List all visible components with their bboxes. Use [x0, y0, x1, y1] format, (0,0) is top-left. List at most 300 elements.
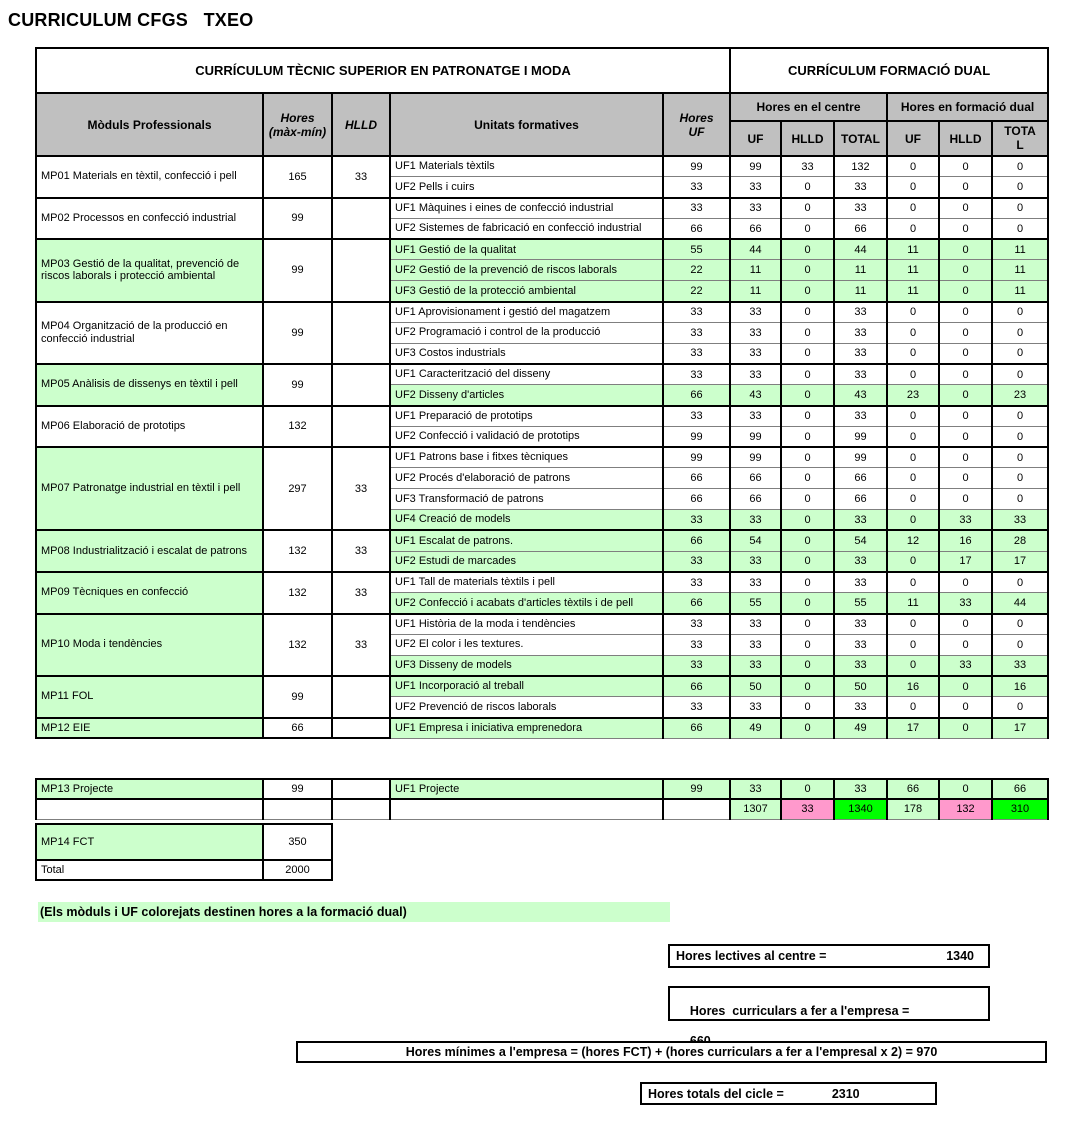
uf-hores-cell: 66 — [663, 530, 730, 551]
centre-uf-cell: 33 — [730, 697, 781, 718]
dual-uf-cell: 0 — [887, 426, 939, 447]
total-centre-uf-cell: 1307 — [730, 799, 781, 819]
centre-uf-cell: 11 — [730, 281, 781, 302]
centre-hlld-cell: 0 — [781, 468, 834, 489]
centre-hlld-cell: 0 — [781, 676, 834, 697]
centre-hlld-cell: 0 — [781, 426, 834, 447]
centre-total-cell: 33 — [834, 697, 887, 718]
uf-hores-cell: 99 — [663, 426, 730, 447]
dual-hlld-cell: 0 — [939, 676, 992, 697]
dual-total-cell: 0 — [992, 634, 1048, 655]
module-hores-cell: 66 — [263, 718, 332, 739]
uf-name-cell: UF4 Creació de models — [390, 510, 663, 531]
dual-total-cell: 0 — [992, 218, 1048, 239]
uf-hores-cell: 99 — [663, 779, 730, 799]
uf-name-cell: UF2 Prevenció de riscos laborals — [390, 697, 663, 718]
fct-total-table — [35, 823, 333, 881]
dual-hlld-cell: 0 — [939, 489, 992, 510]
centre-uf-cell: 33 — [730, 177, 781, 198]
uf-name-cell: UF2 Pells i cuirs — [390, 177, 663, 198]
module-hores-cell: 99 — [263, 779, 332, 799]
header-curriculum-left: CURRÍCULUM TÈCNIC SUPERIOR EN PATRONATGE I MODA — [36, 48, 730, 93]
centre-total-cell: 66 — [834, 218, 887, 239]
dual-total-cell: 0 — [992, 447, 1048, 468]
centre-total-cell: 99 — [834, 447, 887, 468]
dual-total-cell: 0 — [992, 343, 1048, 364]
uf-hores-cell: 33 — [663, 655, 730, 676]
col-header-hores: Hores (màx-mín) — [263, 93, 332, 156]
col-header-hlld: HLLD — [332, 93, 390, 156]
uf-name-cell: UF2 Gestió de la prevenció de riscos laborals — [390, 260, 663, 281]
module-name-cell: MP04 Organització de la producció en confecció industrial — [36, 302, 263, 364]
module-name-cell: MP06 Elaboració de prototips — [36, 406, 263, 448]
dual-hlld-cell: 0 — [939, 385, 992, 406]
uf-row — [36, 676, 1048, 697]
module-hores-cell: 99 — [263, 676, 332, 718]
centre-total-cell: 44 — [834, 239, 887, 260]
dual-hlld-cell: 0 — [939, 364, 992, 385]
centre-total-cell: 33 — [834, 634, 887, 655]
mp13-row — [36, 779, 1048, 799]
subcol-dual-hlld: HLLD — [939, 121, 992, 156]
dual-total-cell: 44 — [992, 593, 1048, 614]
uf-hores-cell: 33 — [663, 364, 730, 385]
centre-hlld-cell: 0 — [781, 530, 834, 551]
centre-hlld-cell: 0 — [781, 572, 834, 593]
total-label-cell: Total — [36, 860, 263, 880]
centre-uf-cell: 33 — [730, 364, 781, 385]
module-hlld-cell: 33 — [332, 614, 390, 676]
dual-total-cell: 0 — [992, 198, 1048, 219]
dual-total-cell: 0 — [992, 302, 1048, 323]
uf-hores-cell: 33 — [663, 572, 730, 593]
centre-hlld-cell: 0 — [781, 302, 834, 323]
module-name-cell: MP10 Moda i tendències — [36, 614, 263, 676]
subcol-centre-uf: UF — [730, 121, 781, 156]
centre-total-cell: 33 — [834, 302, 887, 323]
dual-hlld-cell: 0 — [939, 634, 992, 655]
centre-total-cell: 33 — [834, 364, 887, 385]
centre-hlld-cell: 0 — [781, 198, 834, 219]
dual-uf-cell: 0 — [887, 447, 939, 468]
centre-hlld-cell: 0 — [781, 406, 834, 427]
dual-total-cell: 0 — [992, 697, 1048, 718]
module-hores-cell: 99 — [263, 364, 332, 406]
uf-name-cell: UF1 Projecte — [390, 779, 663, 799]
centre-uf-cell: 33 — [730, 551, 781, 572]
dual-total-cell: 0 — [992, 614, 1048, 635]
dual-total-cell: 66 — [992, 779, 1048, 799]
dual-uf-cell: 0 — [887, 322, 939, 343]
centre-total-cell: 66 — [834, 489, 887, 510]
hores-curriculars-box — [668, 986, 990, 1021]
dual-total-cell: 16 — [992, 676, 1048, 697]
uf-hores-cell: 33 — [663, 634, 730, 655]
centre-hlld-cell: 0 — [781, 489, 834, 510]
centre-uf-cell: 33 — [730, 198, 781, 219]
total-dual-hlld-cell: 132 — [939, 799, 992, 819]
mp14-row — [36, 824, 332, 860]
dual-uf-cell: 0 — [887, 406, 939, 427]
module-hores-cell: 297 — [263, 447, 332, 530]
dual-uf-cell: 0 — [887, 198, 939, 219]
uf-hores-cell: 99 — [663, 156, 730, 177]
centre-uf-cell: 55 — [730, 593, 781, 614]
centre-total-cell: 11 — [834, 281, 887, 302]
dual-total-cell: 0 — [992, 426, 1048, 447]
module-name-cell: MP07 Patronatge industrial en tèxtil i pell — [36, 447, 263, 530]
module-hlld-cell: 33 — [332, 572, 390, 614]
module-hlld-cell — [332, 406, 390, 448]
dual-hlld-cell: 0 — [939, 572, 992, 593]
centre-hlld-cell: 0 — [781, 697, 834, 718]
dual-hlld-cell: 16 — [939, 530, 992, 551]
uf-hores-cell: 66 — [663, 218, 730, 239]
dual-uf-cell: 0 — [887, 614, 939, 635]
dual-hlld-cell: 0 — [939, 198, 992, 219]
dual-uf-cell: 0 — [887, 572, 939, 593]
module-name-cell: MP08 Industrialització i escalat de patrons — [36, 530, 263, 572]
col-header-unitats: Unitats formatives — [390, 93, 663, 156]
uf-hores-cell: 66 — [663, 489, 730, 510]
hores-totals-value: 2310 — [831, 1086, 860, 1101]
dual-uf-cell: 16 — [887, 676, 939, 697]
module-hlld-cell — [332, 198, 390, 240]
module-hores-cell: 99 — [263, 239, 332, 301]
uf-name-cell: UF2 Confecció i acabats d'articles tèxtils i de pell — [390, 593, 663, 614]
centre-uf-cell: 33 — [730, 406, 781, 427]
centre-hlld-cell: 33 — [781, 156, 834, 177]
module-hlld-cell — [332, 718, 390, 739]
uf-hores-cell: 66 — [663, 385, 730, 406]
uf-hores-cell: 33 — [663, 177, 730, 198]
col-header-moduls: Mòduls Professionals — [36, 93, 263, 156]
dual-uf-cell: 0 — [887, 468, 939, 489]
dual-hlld-cell: 0 — [939, 468, 992, 489]
dual-uf-cell: 17 — [887, 718, 939, 739]
centre-hlld-cell: 0 — [781, 593, 834, 614]
total-dual-total-cell: 310 — [992, 799, 1048, 819]
uf-name-cell: UF1 Empresa i iniciativa emprenedora — [390, 718, 663, 739]
centre-hlld-cell: 0 — [781, 655, 834, 676]
subcol-centre-total: TOTAL — [834, 121, 887, 156]
centre-hlld-cell: 0 — [781, 218, 834, 239]
dual-uf-cell: 0 — [887, 655, 939, 676]
centre-uf-cell: 44 — [730, 239, 781, 260]
dual-uf-cell: 0 — [887, 364, 939, 385]
uf-name-cell: UF1 Màquines i eines de confecció industrial — [390, 198, 663, 219]
centre-hlld-cell: 0 — [781, 343, 834, 364]
dual-uf-cell: 0 — [887, 156, 939, 177]
uf-name-cell: UF3 Transformació de patrons — [390, 489, 663, 510]
centre-hlld-cell: 0 — [781, 322, 834, 343]
uf-hores-cell: 33 — [663, 551, 730, 572]
uf-hores-cell: 33 — [663, 302, 730, 323]
uf-name-cell: UF2 Procés d'elaboració de patrons — [390, 468, 663, 489]
col-header-hores-uf: Hores UF — [663, 93, 730, 156]
module-name-cell: MP02 Processos en confecció industrial — [36, 198, 263, 240]
centre-hlld-cell: 0 — [781, 260, 834, 281]
hores-lectives-box — [668, 944, 990, 968]
module-name-cell: MP11 FOL — [36, 676, 263, 718]
subcol-dual-uf: UF — [887, 121, 939, 156]
uf-hores-cell: 33 — [663, 322, 730, 343]
dual-uf-cell: 0 — [887, 343, 939, 364]
empty-cell — [36, 799, 263, 819]
uf-row — [36, 364, 1048, 385]
centre-total-cell: 33 — [834, 655, 887, 676]
centre-total-cell: 43 — [834, 385, 887, 406]
module-hores-cell: 99 — [263, 302, 332, 364]
dual-total-cell: 0 — [992, 322, 1048, 343]
dual-total-cell: 28 — [992, 530, 1048, 551]
grand-total-row — [36, 860, 332, 880]
dual-hlld-cell: 0 — [939, 156, 992, 177]
module-hlld-cell — [332, 239, 390, 301]
centre-uf-cell: 99 — [730, 426, 781, 447]
total-dual-uf-cell: 178 — [887, 799, 939, 819]
empty-cell — [663, 799, 730, 819]
uf-hores-cell: 22 — [663, 281, 730, 302]
dual-total-cell: 0 — [992, 489, 1048, 510]
centre-uf-cell: 11 — [730, 260, 781, 281]
centre-uf-cell: 49 — [730, 718, 781, 739]
subcol-centre-hlld: HLLD — [781, 121, 834, 156]
dual-hlld-cell: 17 — [939, 551, 992, 572]
centre-uf-cell: 33 — [730, 634, 781, 655]
centre-hlld-cell: 0 — [781, 634, 834, 655]
dual-uf-cell: 12 — [887, 530, 939, 551]
dual-colored-note: (Els mòduls i UF colorejats destinen hores a la formació dual) — [38, 902, 670, 922]
uf-row — [36, 406, 1048, 427]
uf-hores-cell: 33 — [663, 198, 730, 219]
uf-name-cell: UF2 El color i les textures. — [390, 634, 663, 655]
uf-row — [36, 239, 1048, 260]
centre-total-cell: 99 — [834, 426, 887, 447]
centre-total-cell: 33 — [834, 406, 887, 427]
centre-hlld-cell: 0 — [781, 177, 834, 198]
uf-hores-cell: 33 — [663, 697, 730, 718]
centre-uf-cell: 66 — [730, 468, 781, 489]
uf-row — [36, 447, 1048, 468]
module-hlld-cell — [332, 676, 390, 718]
centre-uf-cell: 99 — [730, 156, 781, 177]
page-title: CURRICULUM CFGS TXEO — [8, 10, 254, 30]
dual-total-cell: 33 — [992, 655, 1048, 676]
centre-hlld-cell: 0 — [781, 447, 834, 468]
module-hlld-cell — [332, 302, 390, 364]
module-name-cell: MP13 Projecte — [36, 779, 263, 799]
uf-name-cell: UF1 Tall de materials tèxtils i pell — [390, 572, 663, 593]
dual-hlld-cell: 33 — [939, 655, 992, 676]
dual-uf-cell: 23 — [887, 385, 939, 406]
dual-total-cell: 17 — [992, 718, 1048, 739]
dual-hlld-cell: 33 — [939, 593, 992, 614]
dual-hlld-cell: 0 — [939, 260, 992, 281]
empty-cell — [263, 799, 332, 819]
centre-uf-cell: 33 — [730, 779, 781, 799]
uf-name-cell: UF1 Aprovisionament i gestió del magatzem — [390, 302, 663, 323]
dual-hlld-cell: 0 — [939, 218, 992, 239]
uf-hores-cell: 66 — [663, 593, 730, 614]
module-name-cell: MP03 Gestió de la qualitat, prevenció de riscos laborals i protecció ambiental — [36, 239, 263, 301]
subcol-dual-total: TOTAL — [992, 121, 1048, 156]
centre-uf-cell: 66 — [730, 489, 781, 510]
module-name-cell: MP12 EIE — [36, 718, 263, 739]
centre-uf-cell: 50 — [730, 676, 781, 697]
dual-uf-cell: 0 — [887, 177, 939, 198]
hores-minimes-box — [296, 1041, 1047, 1063]
dual-total-cell: 0 — [992, 572, 1048, 593]
dual-total-cell: 0 — [992, 364, 1048, 385]
uf-row — [36, 198, 1048, 219]
projecte-totals-table — [35, 778, 1049, 820]
header-curriculum-dual: CURRÍCULUM FORMACIÓ DUAL — [730, 48, 1048, 93]
uf-name-cell: UF2 Estudi de marcades — [390, 551, 663, 572]
empty-cell — [332, 799, 390, 819]
uf-hores-cell: 99 — [663, 447, 730, 468]
uf-hores-cell: 66 — [663, 676, 730, 697]
dual-total-cell: 23 — [992, 385, 1048, 406]
centre-uf-cell: 33 — [730, 614, 781, 635]
centre-uf-cell: 33 — [730, 343, 781, 364]
uf-name-cell: UF1 Gestió de la qualitat — [390, 239, 663, 260]
centre-total-cell: 33 — [834, 510, 887, 531]
uf-hores-cell: 33 — [663, 510, 730, 531]
uf-name-cell: UF1 Materials tèxtils — [390, 156, 663, 177]
module-hores-cell: 350 — [263, 824, 332, 860]
centre-total-cell: 33 — [834, 198, 887, 219]
uf-hores-cell: 22 — [663, 260, 730, 281]
uf-name-cell: UF1 Història de la moda i tendències — [390, 614, 663, 635]
centre-hlld-cell: 0 — [781, 718, 834, 739]
total-value-cell: 2000 — [263, 860, 332, 880]
centre-hlld-cell: 0 — [781, 364, 834, 385]
centre-total-cell: 33 — [834, 322, 887, 343]
uf-name-cell: UF3 Gestió de la protecció ambiental — [390, 281, 663, 302]
centre-uf-cell: 99 — [730, 447, 781, 468]
dual-uf-cell: 11 — [887, 281, 939, 302]
curriculum-table — [35, 47, 1049, 739]
dual-total-cell: 11 — [992, 239, 1048, 260]
centre-total-cell: 33 — [834, 551, 887, 572]
dual-total-cell: 0 — [992, 406, 1048, 427]
module-hores-cell: 132 — [263, 530, 332, 572]
dual-hlld-cell: 0 — [939, 426, 992, 447]
dual-hlld-cell: 0 — [939, 718, 992, 739]
total-centre-hlld-cell: 33 — [781, 799, 834, 819]
centre-uf-cell: 33 — [730, 510, 781, 531]
uf-row — [36, 614, 1048, 635]
uf-row — [36, 718, 1048, 739]
module-hores-cell: 132 — [263, 572, 332, 614]
uf-name-cell: UF2 Programació i control de la producció — [390, 322, 663, 343]
centre-total-cell: 132 — [834, 156, 887, 177]
uf-name-cell: UF1 Escalat de patrons. — [390, 530, 663, 551]
centre-total-cell: 11 — [834, 260, 887, 281]
dual-uf-cell: 0 — [887, 218, 939, 239]
uf-name-cell: UF2 Sistemes de fabricació en confecció industrial — [390, 218, 663, 239]
uf-hores-cell: 33 — [663, 343, 730, 364]
hores-lectives-value: 1340 — [946, 949, 974, 963]
hores-totals-box — [640, 1082, 937, 1105]
module-hlld-cell — [332, 364, 390, 406]
centre-uf-cell: 54 — [730, 530, 781, 551]
module-name-cell: MP09 Tècniques en confecció — [36, 572, 263, 614]
centre-total-cell: 54 — [834, 530, 887, 551]
uf-row — [36, 156, 1048, 177]
dual-hlld-cell: 0 — [939, 322, 992, 343]
dual-total-cell: 0 — [992, 156, 1048, 177]
group-header-dual: Hores en formació dual — [887, 93, 1048, 121]
hores-lectives-label: Hores lectives al centre = — [676, 949, 827, 963]
dual-hlld-cell: 0 — [939, 343, 992, 364]
centre-total-cell: 33 — [834, 572, 887, 593]
module-name-cell: MP14 FCT — [36, 824, 263, 860]
dual-uf-cell: 0 — [887, 489, 939, 510]
dual-hlld-cell: 0 — [939, 281, 992, 302]
dual-total-cell: 0 — [992, 468, 1048, 489]
uf-row — [36, 302, 1048, 323]
module-hlld-cell: 33 — [332, 156, 390, 198]
dual-total-cell: 33 — [992, 510, 1048, 531]
dual-total-cell: 0 — [992, 177, 1048, 198]
module-hlld-cell — [332, 779, 390, 799]
centre-total-cell: 33 — [834, 343, 887, 364]
centre-total-cell: 33 — [834, 177, 887, 198]
dual-total-cell: 11 — [992, 281, 1048, 302]
uf-row — [36, 530, 1048, 551]
centre-uf-cell: 66 — [730, 218, 781, 239]
centre-hlld-cell: 0 — [781, 385, 834, 406]
centre-hlld-cell: 0 — [781, 239, 834, 260]
uf-name-cell: UF3 Costos industrials — [390, 343, 663, 364]
dual-uf-cell: 0 — [887, 302, 939, 323]
centre-hlld-cell: 0 — [781, 779, 834, 799]
dual-hlld-cell: 0 — [939, 779, 992, 799]
module-hlld-cell: 33 — [332, 447, 390, 530]
dual-uf-cell: 0 — [887, 551, 939, 572]
dual-uf-cell: 11 — [887, 260, 939, 281]
centre-hlld-cell: 0 — [781, 510, 834, 531]
group-header-centre: Hores en el centre — [730, 93, 887, 121]
module-hores-cell: 132 — [263, 614, 332, 676]
dual-hlld-cell: 0 — [939, 239, 992, 260]
uf-name-cell: UF2 Confecció i validació de prototips — [390, 426, 663, 447]
total-centre-total-cell: 1340 — [834, 799, 887, 819]
hores-minimes-text: Hores mínimes a l'empresa = (hores FCT) + (hores curriculars a fer a l'empresal x 2) = 970 — [405, 1045, 938, 1059]
dual-hlld-cell: 0 — [939, 177, 992, 198]
dual-uf-cell: 0 — [887, 697, 939, 718]
centre-uf-cell: 43 — [730, 385, 781, 406]
centre-uf-cell: 33 — [730, 322, 781, 343]
empty-cell — [390, 799, 663, 819]
dual-uf-cell: 0 — [887, 510, 939, 531]
uf-row — [36, 572, 1048, 593]
centre-hlld-cell: 0 — [781, 614, 834, 635]
dual-hlld-cell: 33 — [939, 510, 992, 531]
uf-name-cell: UF1 Caracterització del disseny — [390, 364, 663, 385]
centre-uf-cell: 33 — [730, 302, 781, 323]
centre-uf-cell: 33 — [730, 572, 781, 593]
hores-curriculars-label: Hores curriculars a fer a l'empresa = — [689, 1004, 910, 1018]
module-hlld-cell: 33 — [332, 530, 390, 572]
dual-hlld-cell: 0 — [939, 697, 992, 718]
dual-uf-cell: 11 — [887, 593, 939, 614]
uf-hores-cell: 33 — [663, 614, 730, 635]
uf-name-cell: UF1 Patrons base i fitxes tècniques — [390, 447, 663, 468]
module-hores-cell: 99 — [263, 198, 332, 240]
